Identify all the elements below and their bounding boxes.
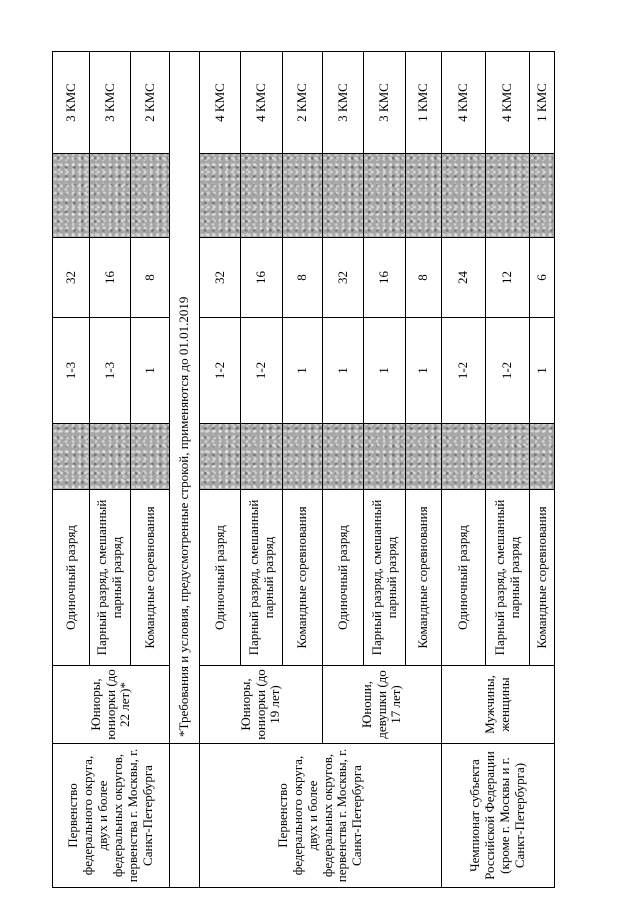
table-row (53, 52, 90, 888)
discipline-cell: Командные соревнования (131, 490, 170, 666)
rank-cell: 1 КМС (530, 52, 555, 154)
participants-cell: 32 (200, 238, 241, 318)
shaded-cell (90, 154, 131, 238)
group-cell-juniors22: Юниоры, юниорки (до 22 лет)* (53, 666, 170, 744)
shaded-cell (530, 154, 555, 238)
shaded-cell (131, 424, 170, 490)
footnote-right-blank (170, 52, 200, 154)
shaded-cell (364, 424, 406, 490)
rank-cell: 2 КМС (283, 52, 323, 154)
participants-cell: 6 (530, 238, 555, 318)
shaded-cell (241, 154, 283, 238)
place-cell: 1 (530, 318, 555, 424)
participants-cell: 8 (406, 238, 442, 318)
discipline-cell: Одиночный разряд (442, 490, 486, 666)
place-cell: 1-3 (53, 318, 90, 424)
shaded-cell (486, 424, 530, 490)
participants-cell: 24 (442, 238, 486, 318)
place-cell: 1 (283, 318, 323, 424)
discipline-cell: Парный разряд, смешанный парный разряд (364, 490, 406, 666)
participants-cell: 16 (364, 238, 406, 318)
shaded-cell (53, 424, 90, 490)
place-cell: 1-2 (486, 318, 530, 424)
group-cell-men-women: Мужчины, женщины (442, 666, 555, 744)
group-cell-juniors19: Юниоры, юниорки (до 19 лет) (200, 666, 323, 744)
place-cell: 1-2 (241, 318, 283, 424)
discipline-cell: Одиночный разряд (200, 490, 241, 666)
discipline-cell: Одиночный разряд (53, 490, 90, 666)
shaded-cell (323, 154, 364, 238)
shaded-cell (200, 154, 241, 238)
shaded-cell (406, 424, 442, 490)
competition-cell-subject: Чемпионат субъекта Российской Федерации (кроме г. Москвы и г. Санкт-Петербурга) (442, 744, 555, 888)
shaded-cell (323, 424, 364, 490)
place-cell: 1-2 (442, 318, 486, 424)
place-cell: 1 (131, 318, 170, 424)
rank-requirements-table (52, 51, 555, 888)
participants-cell: 32 (53, 238, 90, 318)
shaded-cell (90, 424, 131, 490)
rank-cell: 3 КМС (90, 52, 131, 154)
shaded-cell (364, 154, 406, 238)
rank-cell: 4 КМС (442, 52, 486, 154)
discipline-cell: Командные соревнования (406, 490, 442, 666)
participants-cell: 8 (283, 238, 323, 318)
footnote-row (170, 52, 200, 888)
shaded-cell (241, 424, 283, 490)
rank-cell: 4 КМС (200, 52, 241, 154)
discipline-cell: Парный разряд, смешанный парный разряд (241, 490, 283, 666)
shaded-cell (442, 154, 486, 238)
rotated-table-container (52, 52, 549, 888)
rank-cell: 4 КМС (241, 52, 283, 154)
shaded-cell (53, 154, 90, 238)
rank-cell: 4 КМС (486, 52, 530, 154)
shaded-cell (283, 154, 323, 238)
table-row (442, 52, 486, 888)
group-cell-youth17: Юноши, девушки (до 17 лет) (323, 666, 442, 744)
shaded-cell (442, 424, 486, 490)
discipline-cell: Парный разряд, смешанный парный разряд (90, 490, 131, 666)
rank-cell: 2 КМС (131, 52, 170, 154)
participants-cell: 32 (323, 238, 364, 318)
rank-cell: 3 КМС (323, 52, 364, 154)
footnote: *Требования и условия, предусмотренные строкой, применяются до 01.01.2019 (170, 154, 200, 744)
shaded-cell (406, 154, 442, 238)
place-cell: 1 (406, 318, 442, 424)
footnote-left-blank (170, 744, 200, 888)
discipline-cell: Парный разряд, смешанный парный разряд (486, 490, 530, 666)
discipline-cell: Командные соревнования (283, 490, 323, 666)
shaded-cell (283, 424, 323, 490)
shaded-cell (486, 154, 530, 238)
shaded-cell (131, 154, 170, 238)
competition-cell-federal: Первенство федерального округа, двух и более федеральных округов, первенства г. Москвы, г. Санкт-Петербурга (53, 744, 170, 888)
place-cell: 1 (323, 318, 364, 424)
shaded-cell (200, 424, 241, 490)
rank-cell: 3 КМС (364, 52, 406, 154)
participants-cell: 8 (131, 238, 170, 318)
place-cell: 1-2 (200, 318, 241, 424)
place-cell: 1-3 (90, 318, 131, 424)
discipline-cell: Одиночный разряд (323, 490, 364, 666)
discipline-cell: Командные соревнования (530, 490, 555, 666)
participants-cell: 16 (90, 238, 131, 318)
participants-cell: 12 (486, 238, 530, 318)
place-cell: 1 (364, 318, 406, 424)
participants-cell: 16 (241, 238, 283, 318)
shaded-cell (530, 424, 555, 490)
table-row (200, 52, 241, 888)
rank-cell: 1 КМС (406, 52, 442, 154)
competition-cell-federal: Первенство федерального округа, двух и более федеральных округов, первенства г. Москвы, г. Санкт-Петербурга (200, 744, 442, 888)
rank-cell: 3 КМС (53, 52, 90, 154)
